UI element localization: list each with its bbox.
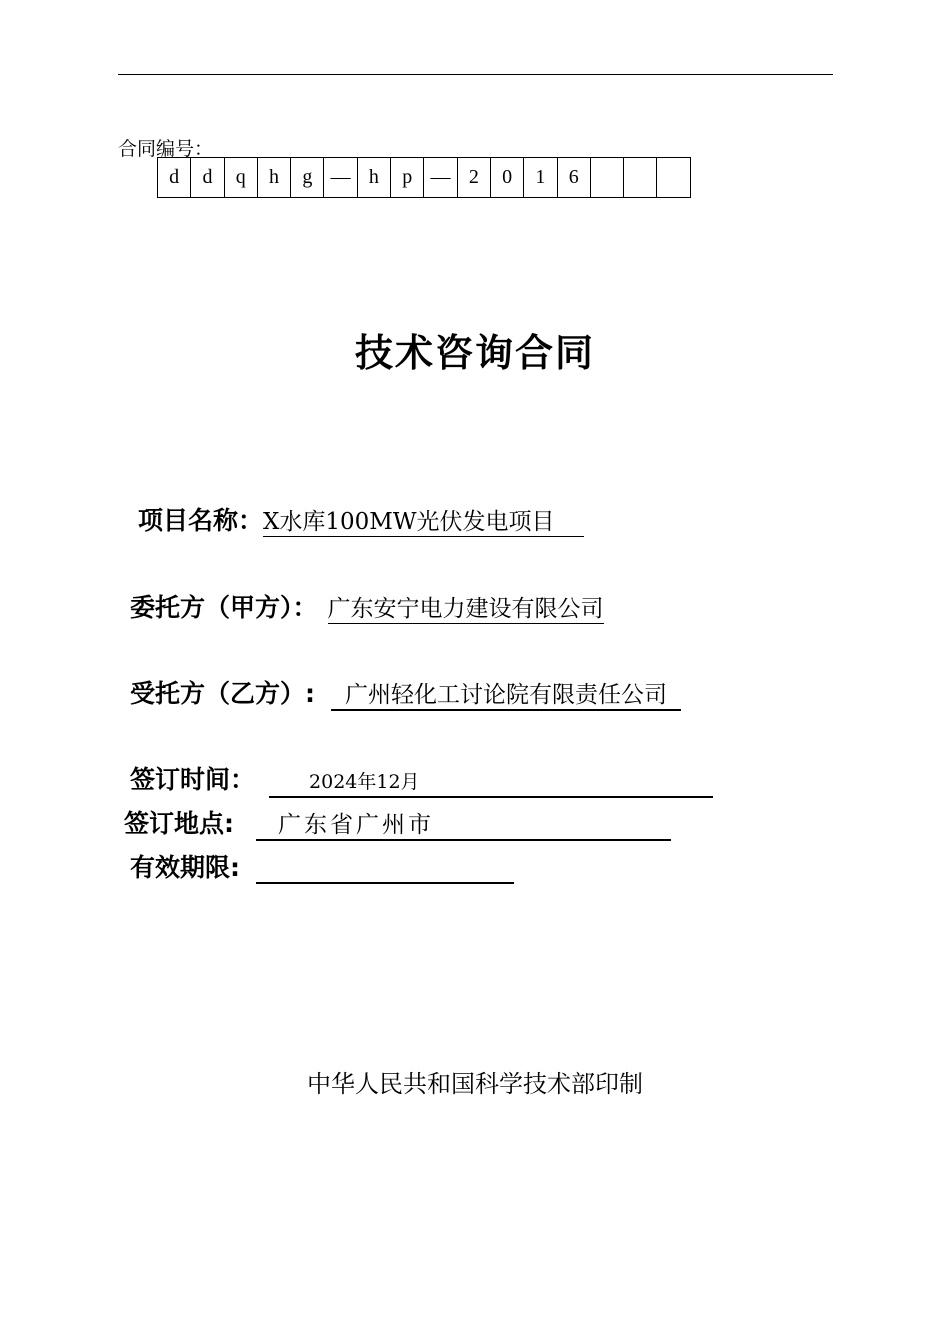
client-label: 委托方（甲方）： xyxy=(130,593,318,622)
contract-number-table xyxy=(157,157,691,198)
project-name-label: 项目名称： xyxy=(138,506,264,535)
contract-number-cell: — xyxy=(324,158,357,198)
validity-label: 有效期限: xyxy=(130,853,240,882)
contract-number-cell: 1 xyxy=(524,158,557,198)
issuer-footer: 中华人民共和国科学技术部印制 xyxy=(307,1070,643,1098)
contractor-value: 广州轻化工讨论院有限责任公司 xyxy=(331,681,681,711)
contract-number-cell: h xyxy=(257,158,290,198)
contractor-row xyxy=(130,674,681,711)
project-name-value: X水库100MW光伏发电项目 xyxy=(263,508,584,537)
contract-number-cell xyxy=(624,158,657,198)
validity-value xyxy=(256,854,514,884)
contract-number-cell: p xyxy=(391,158,424,198)
contract-number-cell: 0 xyxy=(490,158,523,198)
contract-number-cell: d xyxy=(191,158,224,198)
sign-place-value: 广东省广州市 xyxy=(256,811,671,841)
top-rule xyxy=(118,74,833,75)
contract-number-cell: — xyxy=(424,158,457,198)
contract-number-cell: 6 xyxy=(557,158,590,198)
validity-row xyxy=(130,848,514,884)
contractor-label: 受托方（乙方）: xyxy=(130,679,315,708)
document-title: 技术咨询合同 xyxy=(354,331,595,375)
contract-number-cell xyxy=(657,158,690,198)
sign-date-label: 签订时间： xyxy=(130,765,256,794)
contract-number-cell: h xyxy=(357,158,390,198)
client-value: 广东安宁电力建设有限公司 xyxy=(327,596,604,622)
sign-date-row xyxy=(130,760,713,798)
project-name-row xyxy=(138,501,584,537)
contract-number-cell: g xyxy=(291,158,324,198)
contract-number-cell: q xyxy=(224,158,257,198)
sign-place-row xyxy=(124,804,671,841)
contract-number-label: 合同编号： xyxy=(118,138,214,160)
contract-number-cell: d xyxy=(158,158,191,198)
sign-date-value: 2024年12月 xyxy=(269,768,713,798)
contract-number-cell xyxy=(590,158,623,198)
client-row xyxy=(130,588,604,624)
sign-place-label: 签订地点: xyxy=(124,809,234,838)
contract-number-cell: 2 xyxy=(457,158,490,198)
